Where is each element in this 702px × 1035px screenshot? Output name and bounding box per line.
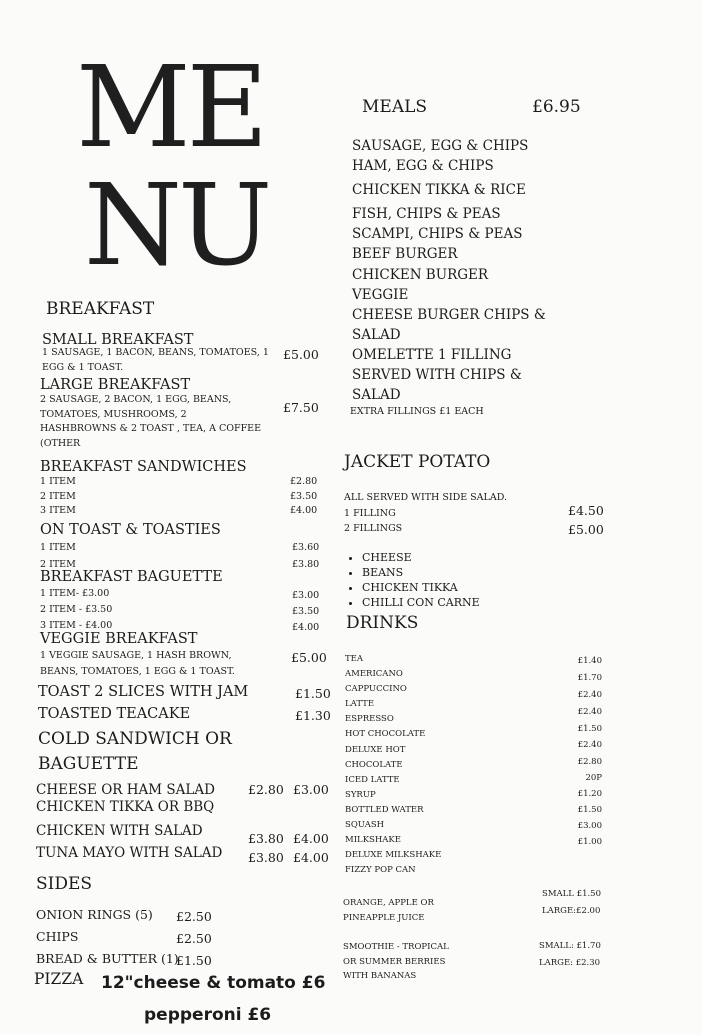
list-item: MILKSHAKE: [345, 835, 401, 846]
drink-price: £1.40: [577, 656, 602, 666]
list-item: ICED LATTE: [345, 774, 400, 785]
teacake-name: TOASTED TEACAKE: [38, 706, 191, 722]
list-item: • CHICKEN TIKKA: [362, 580, 480, 595]
meals-extra-fillings: EXTRA FILLINGS £1 EACH: [350, 406, 484, 417]
cold-item-name: CHICKEN WITH SALAD: [36, 823, 203, 839]
cold-item-price-1: £3.80: [248, 831, 284, 846]
list-item: 2 ITEM £3.50: [40, 490, 318, 502]
meals-price: £6.95: [532, 97, 581, 117]
list-item: SYRUP: [345, 789, 376, 800]
list-item: OMELETTE 1 FILLING: [352, 346, 512, 363]
pizza-line-1: 12"cheese & tomato £6: [101, 973, 326, 993]
list-item: • CHILLI CON CARNE: [362, 595, 480, 610]
cold-item-name: CHICKEN TIKKA OR BBQ: [36, 799, 215, 815]
toast-jam-name: TOAST 2 SLICES WITH JAM: [38, 684, 249, 700]
jacket-potato-note: ALL SERVED WITH SIDE SALAD.: [344, 492, 508, 503]
breakfast-sandwiches-name: BREAKFAST SANDWICHES: [40, 459, 247, 475]
drink-price: £2.40: [577, 707, 602, 718]
list-item: • BEANS: [362, 565, 480, 580]
list-item: FIZZY POP CAN: [345, 865, 416, 876]
cold-item-price-2: £4.00: [293, 831, 329, 846]
drinks-prices: [560, 654, 602, 850]
list-item: SCAMPI, CHIPS & PEAS: [352, 226, 523, 243]
cold-item-name: CHEESE OR HAM SALAD: [36, 782, 215, 798]
sides-heading: SIDES: [36, 874, 93, 894]
drink-price: £2.40: [577, 690, 602, 701]
drinks-list: [345, 652, 441, 878]
breakfast-baguette-name: BREAKFAST BAGUETTE: [40, 569, 223, 585]
smoothie-prices: SMALL: £1.70 LARGE: £2.30: [539, 941, 601, 968]
list-item: CAPPUCCINO: [345, 684, 407, 695]
list-item: ONION RINGS (5) £2.50: [36, 907, 212, 924]
list-item: DELUXE MILKSHAKE: [345, 850, 442, 861]
breakfast-heading: BREAKFAST: [46, 299, 155, 319]
cold-sandwich-heading-2: BAGUETTE: [38, 754, 139, 774]
cold-item-price-2: £3.00: [293, 782, 329, 797]
list-item: SAUSAGE, EGG & CHIPS: [352, 138, 529, 154]
menu-title-line2: NU: [84, 161, 269, 291]
list-item: 3 ITEM - £4.00 £4.00: [40, 620, 320, 633]
list-item: 2 ITEM £3.80: [40, 559, 320, 570]
list-item: CHICKEN BURGER: [352, 266, 489, 283]
cold-sandwich-heading-1: COLD SANDWICH OR: [38, 729, 232, 749]
meals-list: [352, 136, 546, 405]
juice-desc: ORANGE, APPLE OR PINEAPPLE JUICE: [343, 898, 434, 923]
large-breakfast-name: LARGE BREAKFAST: [40, 377, 191, 393]
cold-item-price-1: £3.80: [248, 850, 284, 865]
list-item: SALAD: [352, 387, 401, 404]
cold-item-price-2: £4.00: [293, 850, 329, 865]
drink-price: £1.50: [577, 724, 602, 735]
smoothie-desc: SMOOTHIE - TROPICAL OR SUMMER BERRIES WITH BANANAS: [343, 942, 449, 981]
sides-list: [36, 904, 236, 970]
menu-title-line1: ME: [76, 43, 265, 173]
jacket-potato-heading: JACKET POTATO: [344, 452, 491, 472]
list-item: BOTTLED WATER: [345, 804, 424, 815]
list-item: SQUASH: [345, 820, 385, 831]
veggie-breakfast-price: £5.00: [291, 650, 327, 665]
cold-item-price-1: £2.80: [248, 782, 284, 797]
cold-item-name: TUNA MAYO WITH SALAD: [36, 845, 223, 861]
small-breakfast-price: £5.00: [283, 347, 319, 362]
jacket-potato-fillings: [346, 550, 480, 610]
drink-price: £1.20: [577, 788, 602, 799]
drinks-heading: DRINKS: [346, 613, 419, 633]
list-item: 1 FILLING £4.50: [344, 503, 604, 519]
large-breakfast-desc: 2 SAUSAGE, 2 BACON, 1 EGG, BEANS, TOMATOES, MUSHROOMS, 2 HASHBROWNS & 2 TOAST , TEA, A COFFEE (OTHER: [40, 394, 262, 449]
list-item: 2 ITEM - £3.50 £3.50: [40, 604, 320, 617]
list-item: 1 ITEM £3.60: [40, 542, 320, 553]
large-breakfast-price: £7.50: [283, 400, 319, 415]
small-breakfast-name: SMALL BREAKFAST: [42, 332, 194, 348]
list-item: HAM, EGG & CHIPS: [352, 158, 494, 175]
list-item: CHIPS £2.50: [36, 929, 212, 946]
list-item: VEGGIE: [352, 286, 409, 303]
juice-prices: SMALL £1.50 LARGE:£2.00: [542, 889, 601, 916]
drink-price: £1.70: [577, 673, 602, 684]
list-item: LATTE: [345, 699, 375, 710]
list-item: BREAD & BUTTER (1) £1.50: [36, 951, 212, 968]
small-breakfast-desc: 1 SAUSAGE, 1 BACON, BEANS, TOMATOES, 1 EGG & 1 TOAST.: [42, 347, 269, 373]
veggie-breakfast-desc: 1 VEGGIE SAUSAGE, 1 HASH BROWN, BEANS, TOMATOES, 1 EGG & 1 TOAST.: [40, 650, 235, 677]
drink-price: £2.40: [577, 740, 602, 751]
drink-price: 20P: [585, 772, 602, 783]
list-item: 1 ITEM- £3.00 £3.00: [40, 588, 320, 601]
breakfast-baguette-items: [40, 586, 320, 634]
list-item: 3 ITEM £4.00: [40, 505, 318, 516]
on-toast-items: [40, 539, 320, 573]
list-item: CHICKEN TIKKA & RICE: [352, 182, 526, 199]
list-item: SERVED WITH CHIPS &: [352, 367, 522, 384]
drink-price: £2.80: [577, 756, 602, 767]
pizza-line-2: pepperoni £6: [144, 1005, 272, 1025]
list-item: ESPRESSO: [345, 714, 394, 725]
list-item: DELUXE HOT: [345, 744, 406, 755]
list-item: CHEESE BURGER CHIPS &: [352, 306, 546, 323]
drink-price: £3.00: [577, 820, 602, 831]
drink-price: £1.00: [577, 837, 602, 848]
list-item: 2 FILLINGS £5.00: [344, 522, 604, 537]
drink-price: £1.50: [577, 804, 602, 815]
list-item: CHOCOLATE: [345, 759, 403, 770]
on-toast-name: ON TOAST & TOASTIES: [40, 522, 221, 538]
list-item: TEA: [345, 654, 364, 664]
toast-jam-price: £1.50: [295, 686, 331, 701]
breakfast-sandwiches-items: [40, 475, 320, 519]
pizza-label: PIZZA: [34, 970, 84, 988]
veggie-breakfast-name: VEGGIE BREAKFAST: [40, 631, 198, 647]
list-item: FISH, CHIPS & PEAS: [352, 206, 501, 223]
list-item: BEEF BURGER: [352, 246, 458, 263]
teacake-price: £1.30: [295, 708, 331, 723]
list-item: HOT CHOCOLATE: [345, 729, 426, 740]
list-item: AMERICANO: [345, 669, 403, 680]
meals-heading: MEALS: [362, 97, 428, 117]
list-item: • CHEESE: [362, 550, 480, 565]
jacket-potato-options: [344, 503, 614, 537]
list-item: 1 ITEM £2.80: [40, 476, 318, 487]
list-item: SALAD: [352, 326, 401, 343]
